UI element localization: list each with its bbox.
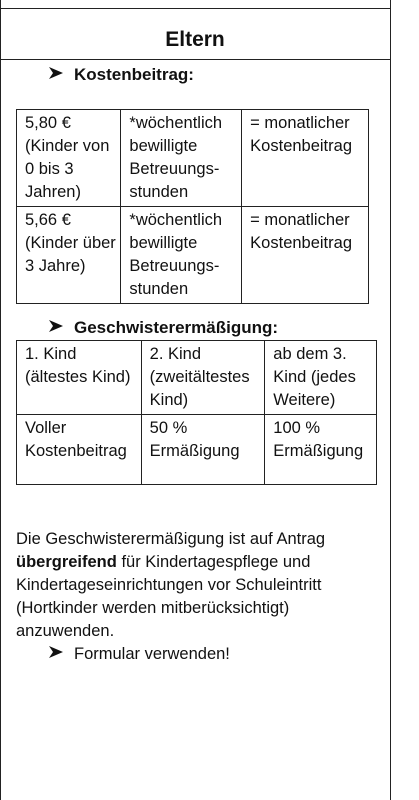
geschwisterermaessigung-table [16, 340, 377, 485]
section-heading-label: Kostenbeitrag: [74, 65, 194, 84]
table-cell: *wöchentlich bewilligte Betreuungs-stunden [121, 207, 242, 304]
table-cell: 2. Kind (zweitältestes Kind) [141, 341, 265, 415]
bullet-label: Formular verwenden! [74, 645, 230, 663]
paragraph-text: Die Geschwisterermäßigung ist auf Antrag [16, 530, 326, 548]
arrowhead-bullet-icon [48, 318, 74, 338]
section-heading-kostenbeitrag [48, 65, 194, 85]
paragraph-text: für Kindertagespflege und Kindertageseinrichtungen vor Schuleintritt (Hortkinder werden mitberücksichtigt) anzuwenden. [16, 553, 322, 640]
arrowhead-bullet-icon [48, 645, 74, 664]
section-heading-geschwisterermaessigung [48, 318, 278, 338]
table-cell: 50 % Ermäßigung [141, 415, 265, 485]
page-title: Eltern [165, 28, 225, 51]
table-cell: 1. Kind (ältestes Kind) [17, 341, 142, 415]
table-row [17, 207, 369, 304]
table-cell: 5,80 € (Kinder von 0 bis 3 Jahren) [17, 110, 121, 207]
kostenbeitrag-table [16, 109, 369, 304]
table-cell: ab dem 3. Kind (jedes Weitere) [265, 341, 377, 415]
table-row [17, 415, 377, 485]
paragraph-bold-text: übergreifend [16, 553, 117, 571]
header-top-border [0, 8, 391, 9]
frame-right-border [390, 0, 391, 800]
table-row [17, 341, 377, 415]
table-cell: Voller Kostenbeitrag [17, 415, 142, 485]
table-cell: = monatlicher Kostenbeitrag [242, 110, 369, 207]
table-cell: 100 % Ermäßigung [265, 415, 377, 485]
frame-left-border [0, 0, 1, 800]
table-cell: 5,66 € (Kinder über 3 Jahre) [17, 207, 121, 304]
table-cell: = monatlicher Kostenbeitrag [242, 207, 369, 304]
header-bottom-border [0, 59, 391, 60]
bullet-formular [48, 645, 230, 664]
arrowhead-bullet-icon [48, 65, 74, 85]
info-paragraph [16, 528, 386, 643]
table-row [17, 110, 369, 207]
section-heading-label: Geschwisterermäßigung: [74, 318, 279, 337]
table-cell: *wöchentlich bewilligte Betreuungs-stunden [121, 110, 242, 207]
